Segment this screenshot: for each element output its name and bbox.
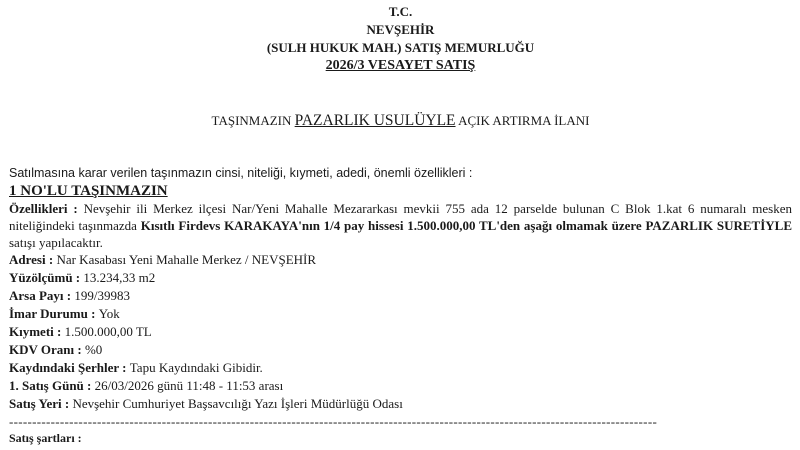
features-text-1: Nevşehir ili Merkez ilçesi Nar/Yeni Mahalle Mezararkası mevkii 755 ada 12 parselde bulunan C Blok 1.kat 6 numaralı mesken niteliğindeki taşınmazda xyxy=(9,201,793,233)
document-page xyxy=(9,0,792,446)
intro-text: Satılmasına karar verilen taşınmazın cinsi, niteliği, kıymeti, adedi, önemli özellikleri : xyxy=(9,166,473,180)
field-label: KDV Oranı : xyxy=(9,342,85,357)
field-area xyxy=(9,269,792,287)
sale-terms-heading: Satış şartları : xyxy=(9,431,82,445)
field-vat xyxy=(9,341,792,359)
notice-title-emphasis: PAZARLIK USULÜYLE xyxy=(294,112,456,129)
header-tc: T.C. xyxy=(388,4,413,19)
property-title: 1 NO'LU TAŞINMAZIN xyxy=(9,183,168,199)
field-value: Nar Kasabası Yeni Mahalle Merkez / NEVŞEHİR xyxy=(56,252,317,267)
field-label: Kaydındaki Şerhler : xyxy=(9,360,130,375)
field-annotations xyxy=(9,359,792,377)
field-value: 13.234,33 m2 xyxy=(83,270,156,285)
header-file-number: 2026/3 VESAYET SATIŞ xyxy=(325,58,476,73)
field-value: 1.500.000,00 TL xyxy=(64,324,152,339)
field-value: 199/39983 xyxy=(74,288,130,303)
features-bold: Kısıtlı Firdevs KARAKAYA'nın 1/4 pay hissesi 1.500.000,00 TL'den aşağı olmamak üzere PAZARLIK SURETİYLE xyxy=(140,218,792,233)
header-office: (SULH HUKUK MAH.) SATIŞ MEMURLUĞU xyxy=(266,40,535,55)
field-value: %0 xyxy=(84,342,103,357)
field-label: Yüzölçümü : xyxy=(9,270,84,285)
features-text-2: satışı yapılacaktır. xyxy=(9,235,103,250)
field-value-amount xyxy=(9,323,792,341)
field-value: Yok xyxy=(98,306,120,321)
field-label: Adresi : xyxy=(9,252,57,267)
field-value: Tapu Kaydındaki Gibidir. xyxy=(129,360,263,375)
field-label: Kıymeti : xyxy=(9,324,65,339)
field-value: 26/03/2026 günü 11:48 - 11:53 arası xyxy=(94,378,284,393)
notice-title-post: AÇIK ARTIRMA İLANI xyxy=(455,113,590,128)
field-sale-place xyxy=(9,395,792,413)
field-zoning xyxy=(9,305,792,323)
field-label: 1. Satış Günü : xyxy=(9,378,95,393)
field-label: İmar Durumu : xyxy=(9,306,99,321)
header-city: NEVŞEHİR xyxy=(366,22,435,37)
features-label: Özellikleri : xyxy=(9,201,84,216)
field-label: Arsa Payı : xyxy=(9,288,75,303)
notice-title xyxy=(9,112,792,130)
field-address xyxy=(9,251,792,269)
field-label: Satış Yeri : xyxy=(9,396,73,411)
field-sale-date xyxy=(9,377,792,395)
divider-line: -------------------------------------------------------------------------------------------------------------------------------------------- xyxy=(9,414,658,429)
field-value: Nevşehir Cumhuriyet Başsavcılığı Yazı İşleri Müdürlüğü Odası xyxy=(72,396,403,411)
notice-title-pre: TAŞINMAZIN xyxy=(211,113,295,128)
property-features xyxy=(9,200,792,251)
field-land-share xyxy=(9,287,792,305)
